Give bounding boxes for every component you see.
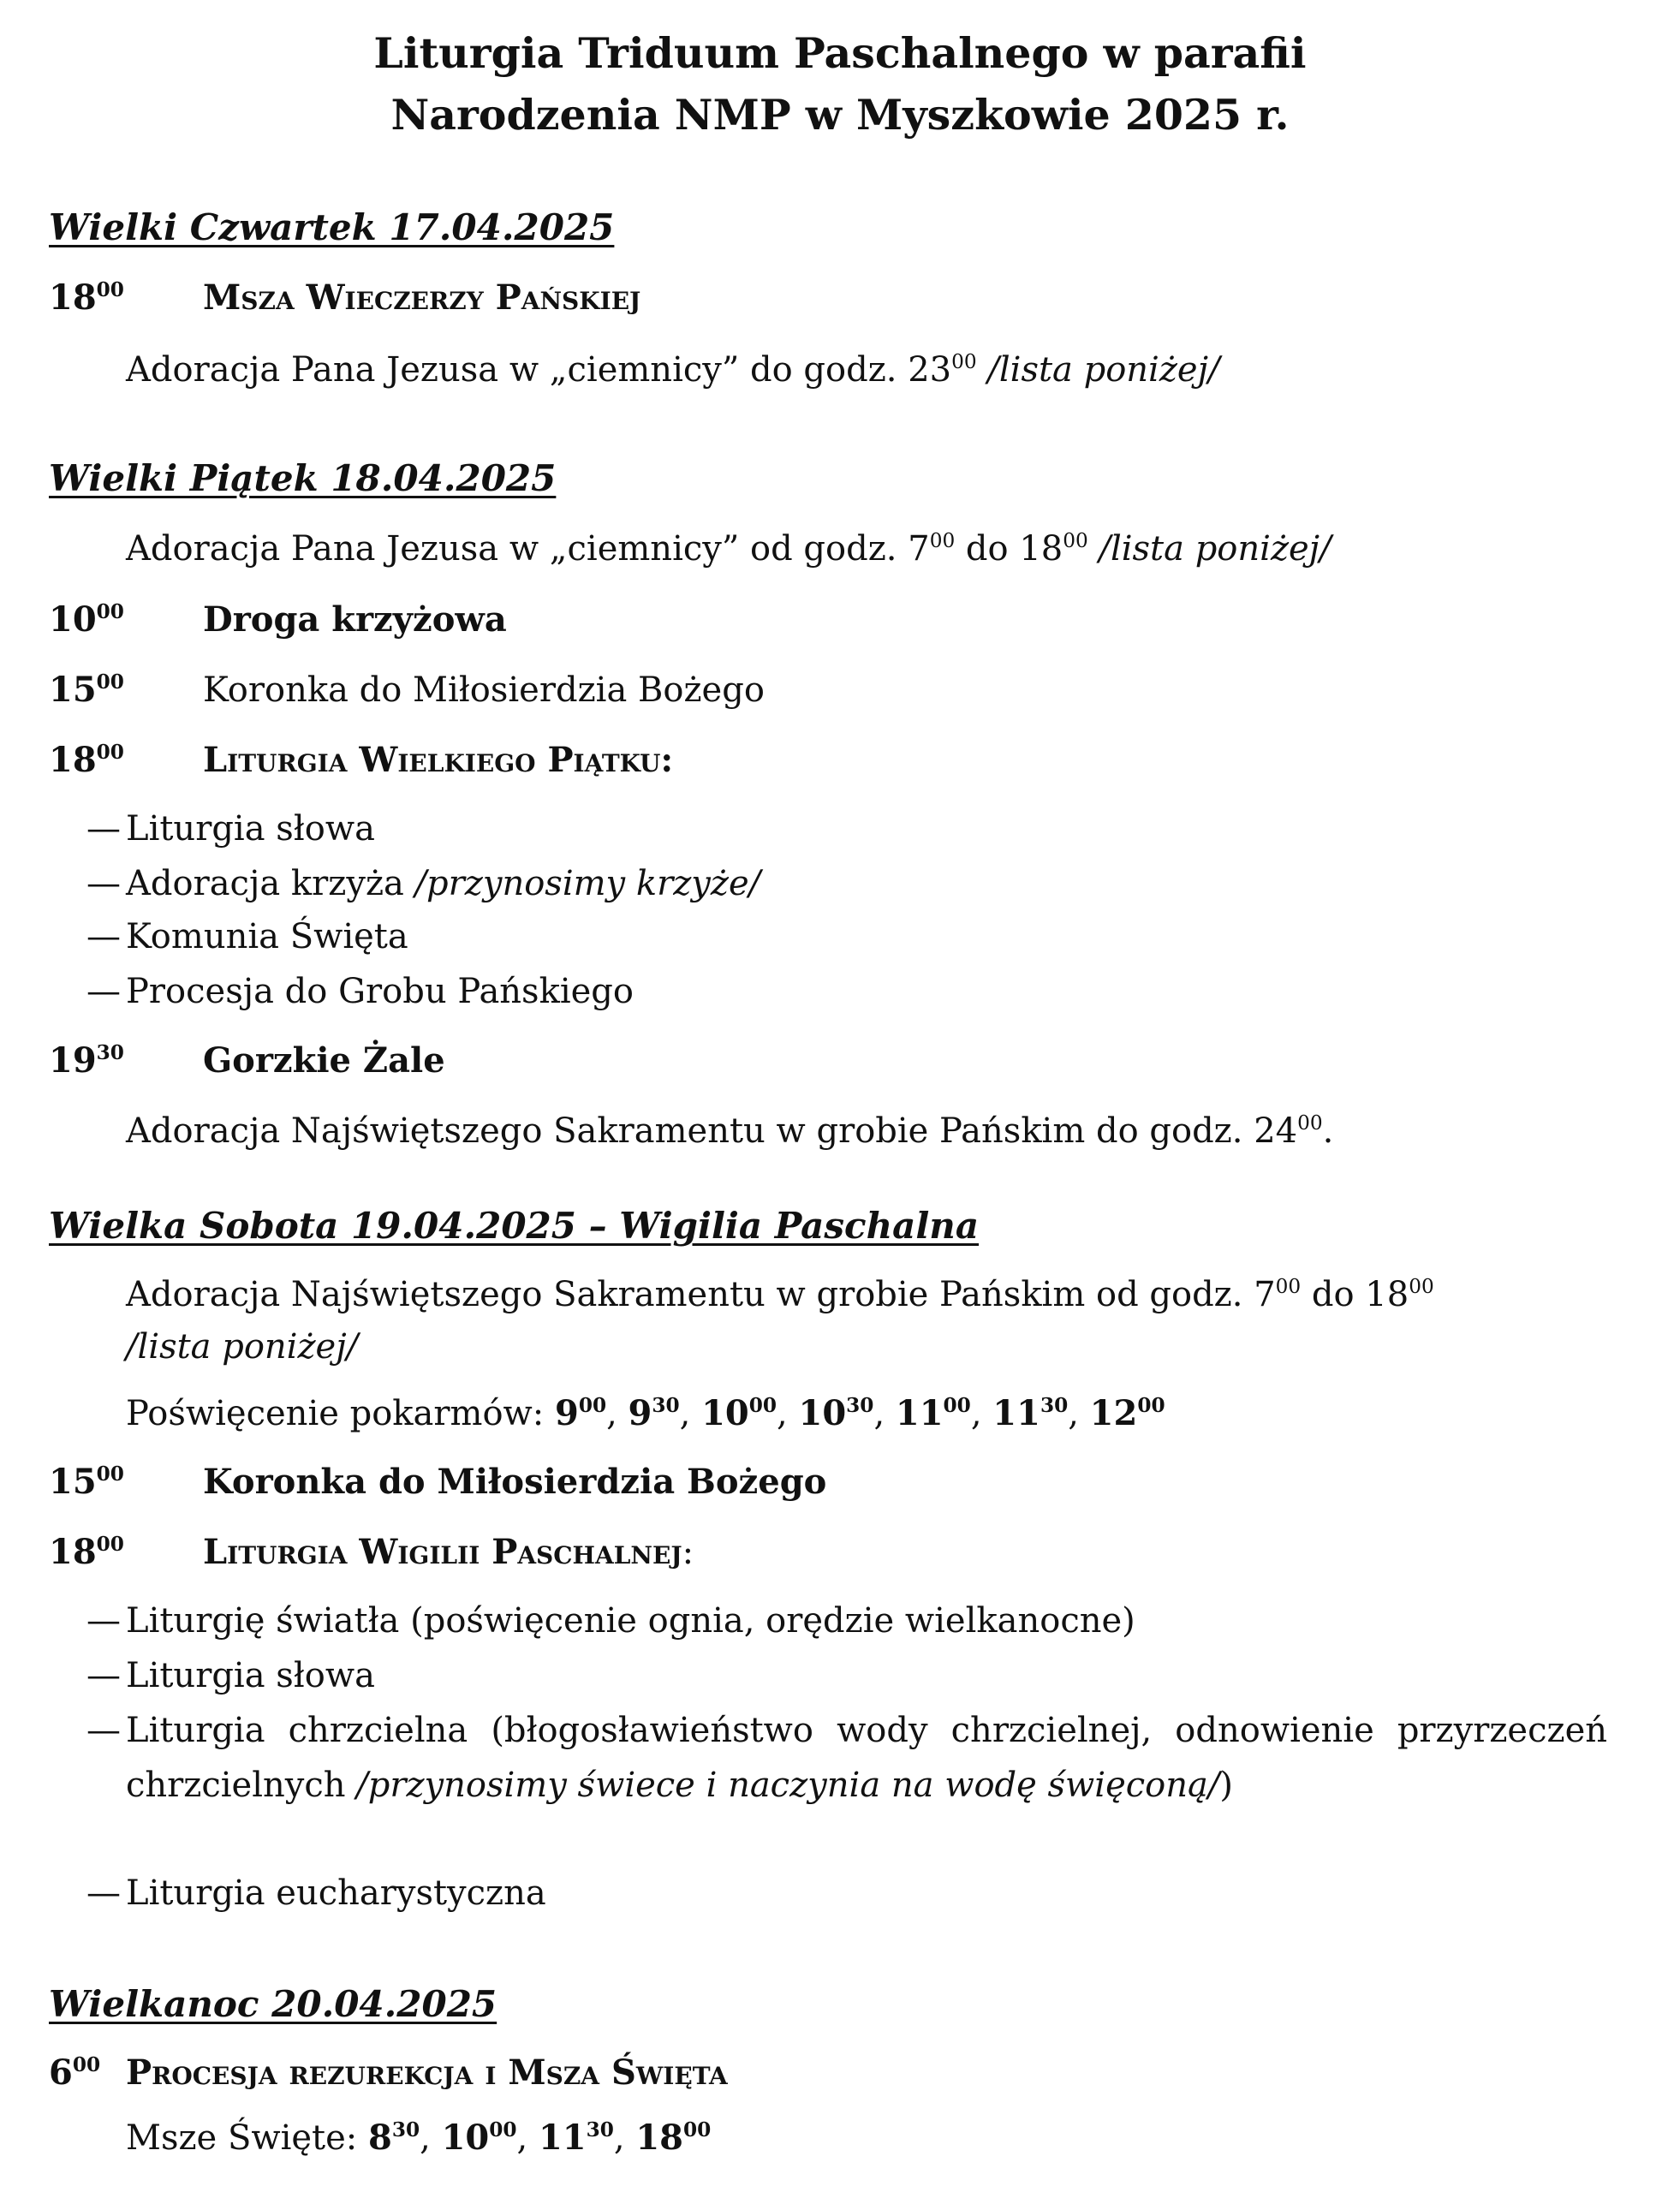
minute: 30 — [96, 1040, 124, 1064]
adoration-note — [126, 1269, 1434, 1320]
list-item — [126, 1703, 1607, 1813]
minute: 00 — [748, 1393, 777, 1417]
mass-times — [126, 2112, 711, 2164]
bullet-dash: — — [86, 1656, 121, 1695]
minute: 30 — [652, 1393, 680, 1417]
event-label: Gorzkie Żale — [203, 1040, 445, 1081]
minute: 30 — [586, 2118, 614, 2141]
list-item: Liturgia słowa — [126, 1656, 375, 1695]
hour: 11 — [538, 2118, 587, 2158]
list-item: Liturgia słowa — [126, 809, 375, 849]
hour: 18 — [49, 1532, 97, 1572]
adoration-note — [126, 523, 1331, 575]
event-label: Koronka do Miłosierdzia Bożego — [203, 1462, 827, 1502]
time-list — [368, 2118, 711, 2158]
separator: , — [613, 2118, 636, 2158]
separator: , — [420, 2118, 442, 2158]
hour: 19 — [49, 1040, 97, 1081]
text: Poświęcenie pokarmów: — [126, 1394, 555, 1433]
event-label: Koronka do Miłosierdzia Bożego — [203, 670, 765, 710]
hour: 10 — [49, 599, 97, 640]
list-item: Liturgia eucharystyczna — [126, 1873, 546, 1913]
tomb-adoration-note — [126, 1105, 1333, 1157]
adoration-list-note: /lista poniżej/ — [126, 1327, 359, 1367]
minute: 00 — [578, 1393, 607, 1417]
event-time — [49, 2047, 100, 2099]
list-item: Procesja do Grobu Pańskiego — [126, 972, 634, 1011]
text: Adoracja Pana Jezusa w „ciemnicy” od godz. — [126, 529, 909, 569]
hour: 10 — [441, 2118, 490, 2158]
separator: , — [606, 1394, 629, 1433]
hour: 15 — [49, 670, 97, 710]
minute: 00 — [96, 277, 124, 301]
event-label: Msza Wieczerzy Pańskiej — [203, 277, 641, 318]
list-item — [126, 858, 760, 909]
hour: 11 — [992, 1393, 1040, 1433]
event-time — [49, 594, 124, 646]
minute: 00 — [489, 2118, 517, 2141]
section-heading-thursday: Wielki Czwartek 17.04.2025 — [49, 206, 615, 248]
text: Msze Święte: — [126, 2118, 368, 2158]
text: do — [1301, 1275, 1366, 1314]
event-row — [49, 664, 1680, 716]
event-row — [49, 1456, 1680, 1508]
hour: 10 — [701, 1393, 749, 1433]
text: : — [682, 1533, 694, 1572]
minute: 00 — [1063, 528, 1088, 552]
list-item: Liturgię światła (poświęcenie ognia, orędzie wielkanocne) — [126, 1601, 1135, 1641]
event-row — [49, 1527, 1680, 1578]
bullet-dash: — — [86, 809, 121, 849]
hour: 15 — [49, 1462, 97, 1502]
minute: 00 — [1275, 1274, 1302, 1298]
hour: 8 — [368, 2118, 392, 2158]
minute: 00 — [96, 1462, 124, 1486]
note: /lista poniżej/ — [1099, 529, 1331, 569]
text: . — [1322, 1111, 1334, 1151]
event-row — [49, 735, 1680, 786]
minute: 00 — [96, 1532, 124, 1556]
event-row — [49, 1035, 1680, 1087]
text: Liturgia chrzcielna (błogosławieństwo wody chrzcielnej, odnowienie przyrzeczeń chrzcielnych — [126, 1711, 1607, 1805]
hour: 12 — [1089, 1393, 1138, 1433]
event-label: Procesja rezurekcja i Msza Święta — [126, 2052, 728, 2093]
event-row — [49, 2047, 1680, 2099]
minute: 00 — [1409, 1274, 1434, 1298]
minute: 00 — [929, 528, 956, 552]
minute: 00 — [1297, 1111, 1323, 1135]
text: Adoracja Najświętszego Sakramentu w grobie Pańskim od godz. — [126, 1275, 1254, 1314]
bullet-dash: — — [86, 1711, 121, 1750]
event-row — [49, 594, 1680, 646]
bullet-dash: — — [86, 972, 121, 1011]
minute: 00 — [683, 2118, 712, 2141]
event-time — [49, 272, 124, 324]
hour: 10 — [798, 1393, 847, 1433]
minute: 00 — [943, 1393, 971, 1417]
list-item: Komunia Święta — [126, 917, 408, 956]
minute: 00 — [1137, 1393, 1165, 1417]
section-heading-easter: Wielkanoc 20.04.2025 — [49, 1983, 497, 2025]
text: Liturgia Wigilii Paschalnej — [203, 1532, 682, 1572]
bullet-dash: — — [86, 1601, 121, 1641]
separator: , — [516, 2118, 539, 2158]
text: Adoracja krzyża — [126, 864, 415, 903]
bullet-dash: — — [86, 1873, 121, 1913]
document-title-line-2: Narodzenia NMP w Myszkowie 2025 r. — [390, 90, 1290, 140]
separator: , — [970, 1394, 993, 1433]
hour: 7 — [1254, 1275, 1276, 1314]
note: /lista poniżej/ — [987, 350, 1220, 390]
hour: 9 — [628, 1393, 652, 1433]
text: Adoracja Najświętszego Sakramentu w grobie Pańskim do godz. — [126, 1111, 1254, 1151]
text: do — [955, 529, 1020, 569]
text: Adoracja Pana Jezusa w „ciemnicy” do godz. — [126, 350, 909, 390]
hour: 23 — [908, 350, 952, 390]
minute: 00 — [951, 349, 977, 373]
food-blessing-times — [126, 1388, 1165, 1439]
hour: 18 — [1019, 529, 1063, 569]
separator: , — [679, 1394, 702, 1433]
event-label: Droga krzyżowa — [203, 599, 507, 640]
event-time — [49, 1456, 124, 1508]
hour: 11 — [895, 1393, 944, 1433]
bullet-dash: — — [86, 917, 121, 956]
note: /przynosimy krzyże/ — [414, 864, 761, 903]
minute: 30 — [846, 1393, 874, 1417]
bullet-dash: — — [86, 864, 121, 903]
event-label: Liturgia Wielkiego Piątku: — [203, 740, 674, 780]
event-time — [49, 664, 124, 716]
event-time — [49, 735, 124, 786]
minute: 00 — [96, 599, 124, 623]
hour: 7 — [908, 529, 930, 569]
hour: 18 — [49, 277, 97, 318]
text: ) — [1219, 1766, 1233, 1805]
separator: , — [873, 1394, 896, 1433]
event-time — [49, 1035, 124, 1087]
separator: , — [777, 1394, 799, 1433]
minute: 00 — [72, 2052, 101, 2076]
event-row — [49, 272, 1680, 324]
document-title-line-1: Liturgia Triduum Paschalnego w parafii — [373, 28, 1307, 78]
section-heading-friday: Wielki Piątek 18.04.2025 — [49, 457, 557, 499]
event-label — [203, 1527, 694, 1578]
event-time — [49, 1527, 124, 1578]
hour: 18 — [1365, 1275, 1409, 1314]
minute: 30 — [391, 2118, 420, 2141]
hour: 6 — [49, 2052, 73, 2093]
hour: 9 — [554, 1393, 579, 1433]
hour: 18 — [49, 740, 97, 780]
minute: 00 — [96, 740, 124, 764]
separator: , — [1068, 1394, 1090, 1433]
note: /przynosimy świece i naczynia na wodę święconą/ — [356, 1766, 1220, 1805]
minute: 00 — [96, 670, 124, 694]
section-heading-saturday: Wielka Sobota 19.04.2025 – Wigilia Paschalna — [49, 1205, 980, 1247]
time-list — [555, 1393, 1165, 1433]
minute: 30 — [1040, 1393, 1069, 1417]
adoration-note — [126, 344, 1219, 396]
hour: 24 — [1254, 1111, 1298, 1151]
hour: 18 — [635, 2118, 684, 2158]
